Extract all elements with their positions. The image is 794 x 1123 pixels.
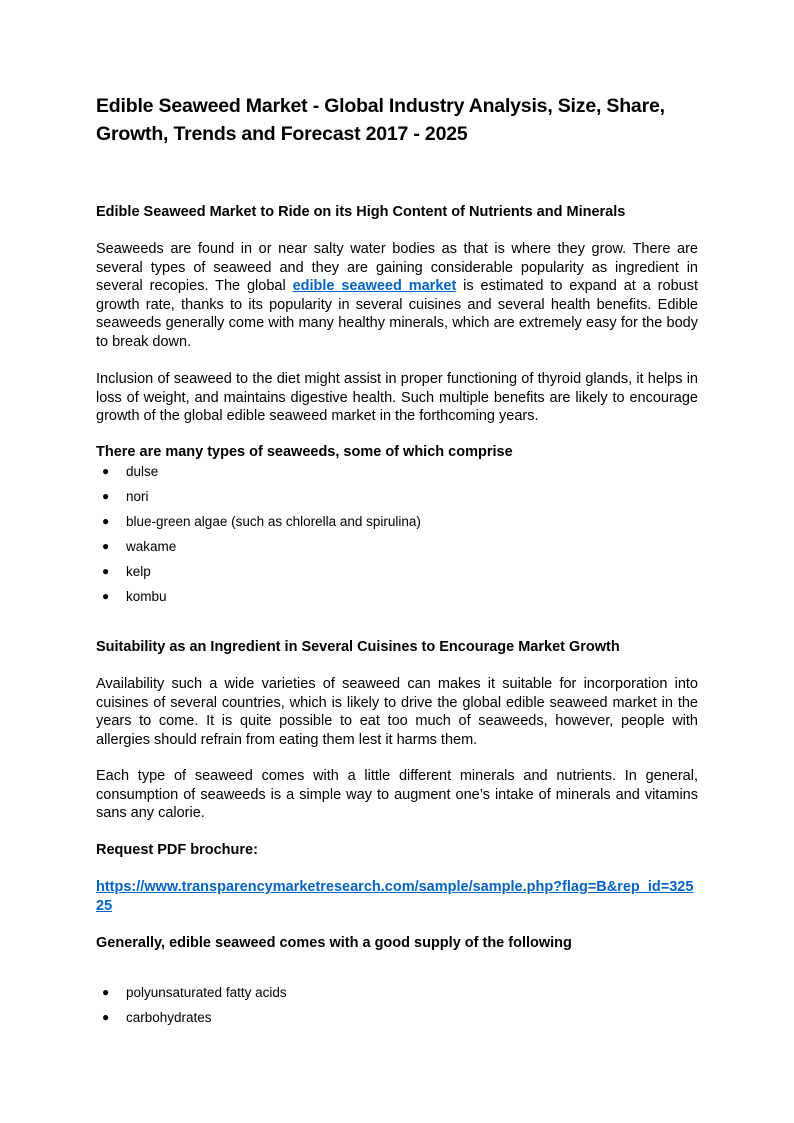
section-heading-cuisines: Suitability as an Ingredient in Several Cuisines to Encourage Market Growth xyxy=(96,639,620,655)
list-item-text: kombu xyxy=(126,589,167,604)
list-item xyxy=(96,1005,287,1030)
bullet-icon: ● xyxy=(102,539,110,553)
document-title: Edible Seaweed Market - Global Industry Analysis, Size, Share, Growth, Trends and Forecast 2017 - 2025 xyxy=(96,95,665,145)
section-heading-nutrients: Edible Seaweed Market to Ride on its High Content of Nutrients and Minerals xyxy=(96,204,626,220)
supply-heading: Generally, edible seaweed comes with a good supply of the following xyxy=(96,935,572,951)
edible-seaweed-market-link[interactable]: edible seaweed market xyxy=(292,278,457,294)
paragraph-intro-text-2: is estimated to expand at a robust growth rate, thanks to its popularity in several cuisines and several health benefits. Edible seaweeds generally come with many healthy minerals, which are extremely easy for the body to break down. xyxy=(96,278,698,350)
supply-list xyxy=(96,980,287,1030)
bullet-icon: ● xyxy=(102,1010,110,1024)
bullet-icon: ● xyxy=(102,985,110,999)
bullet-icon: ● xyxy=(102,489,110,503)
list-item xyxy=(96,534,421,559)
seaweed-types-list xyxy=(96,459,421,609)
paragraph-intro xyxy=(96,240,698,351)
paragraph-minerals: Each type of seaweed comes with a little different minerals and nutrients. In general, consumption of seaweeds is a simple way to augment one’s intake of minerals and vitamins sans any calorie. xyxy=(96,768,698,821)
list-item-text: polyunsaturated fatty acids xyxy=(126,985,287,1000)
list-item xyxy=(96,484,421,509)
bullet-icon: ● xyxy=(102,564,110,578)
list-item-text: blue-green algae (such as chlorella and spirulina) xyxy=(126,514,421,529)
document-page xyxy=(96,92,698,1025)
paragraph-intro-text-1: Seaweeds are found in or near salty water bodies as that is where they grow. There are several types of seaweed and they are gaining considerable popularity as ingredient in several recopies. The global xyxy=(96,241,698,294)
types-heading: There are many types of seaweeds, some of which comprise xyxy=(96,444,513,460)
list-item-text: carbohydrates xyxy=(126,1010,212,1025)
list-item-text: kelp xyxy=(126,564,151,579)
brochure-url-link[interactable]: https://www.transparencymarketresearch.com/sample/sample.php?flag=B&rep_id=32525 xyxy=(96,879,694,914)
list-item xyxy=(96,584,421,609)
list-item xyxy=(96,459,421,484)
paragraph-availability: Availability such a wide varieties of seaweed can makes it suitable for incorporation into cuisines of several countries, which is likely to drive the global edible seaweed market in the years to come. It is quite possible to eat too much of seaweeds, however, people with allergies should refrain from eating them lest it harms them. xyxy=(96,676,698,748)
list-item xyxy=(96,980,287,1005)
paragraph-benefits: Inclusion of seaweed to the diet might assist in proper functioning of thyroid glands, it helps in loss of weight, and maintains digestive health. Such multiple benefits are likely to encourage growth of the global edible seaweed market in the forthcoming years. xyxy=(96,371,698,424)
list-item-text: dulse xyxy=(126,464,159,479)
list-item-text: nori xyxy=(126,489,149,504)
list-item-text: wakame xyxy=(126,539,177,554)
bullet-icon: ● xyxy=(102,514,110,528)
bullet-icon: ● xyxy=(102,464,110,478)
list-item xyxy=(96,509,421,534)
bullet-icon: ● xyxy=(102,589,110,603)
list-item xyxy=(96,559,421,584)
request-brochure-label: Request PDF brochure: xyxy=(96,842,258,858)
